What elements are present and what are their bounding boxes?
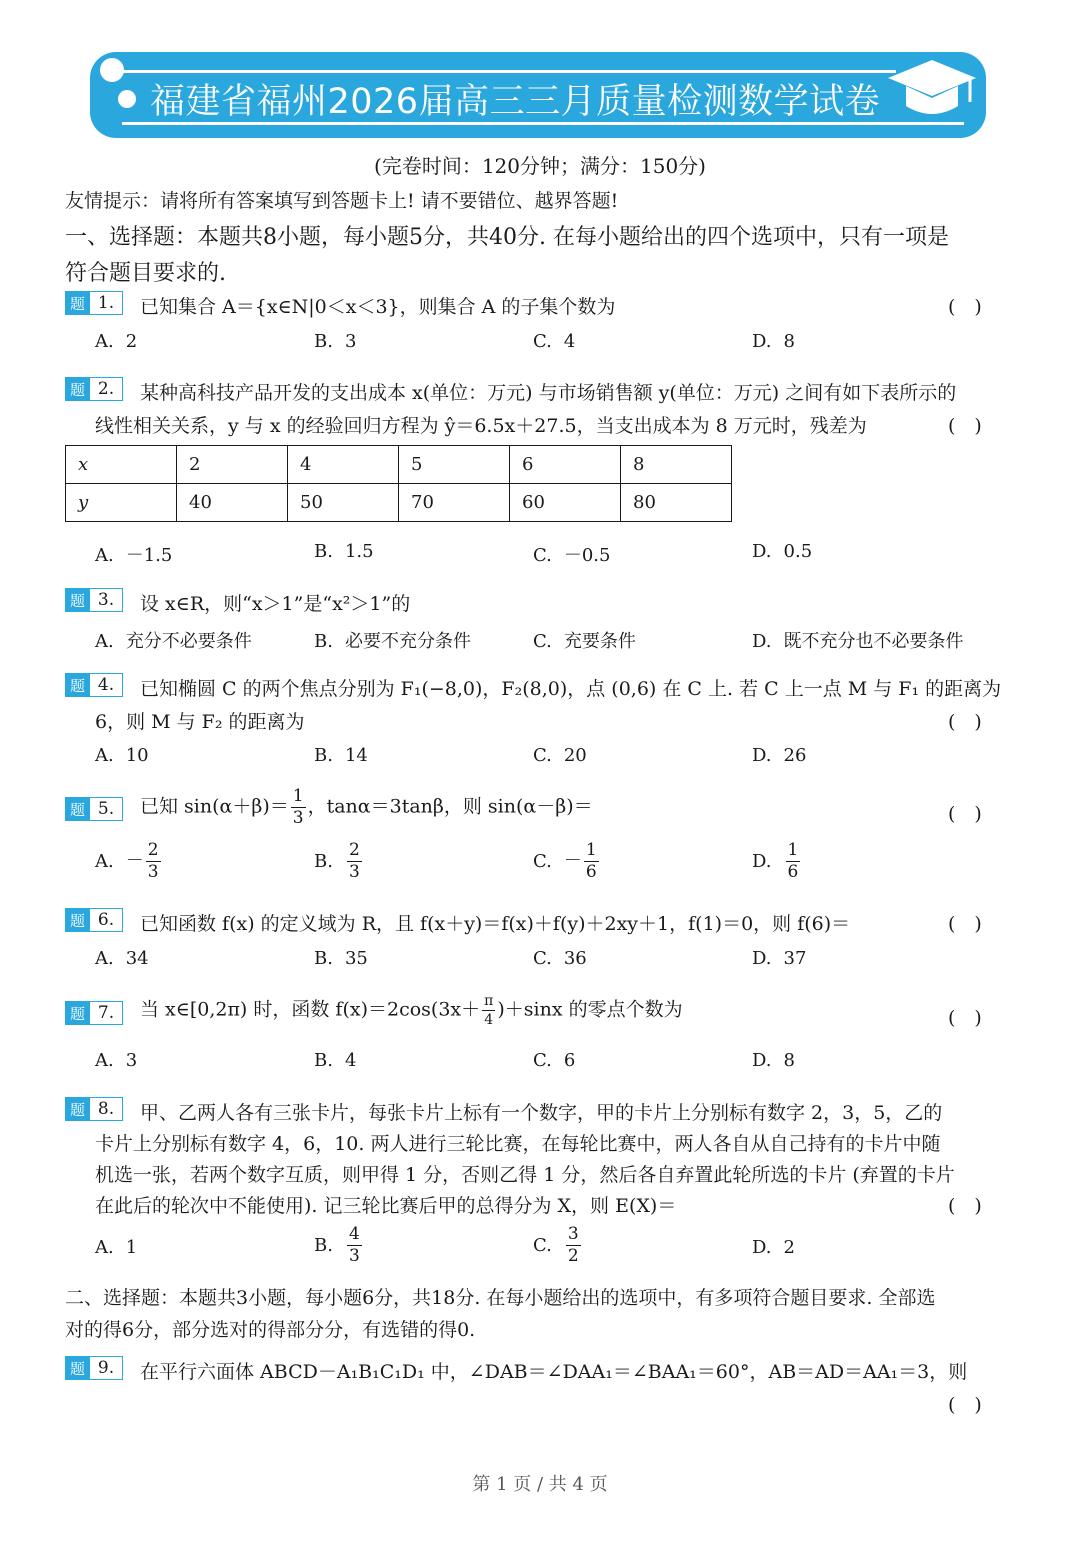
table-cell: 40 xyxy=(177,484,288,522)
table-cell: 2 xyxy=(177,446,288,484)
table-cell: 80 xyxy=(621,484,732,522)
question-tag xyxy=(65,291,123,315)
question-stem: 已知集合 A＝{x∈N|0＜x＜3}，则集合 A 的子集个数为 xyxy=(140,296,616,318)
option-b: B. $\frac{4}{3}$ xyxy=(314,1224,360,1266)
question-tag xyxy=(65,673,123,697)
table-cell: x xyxy=(66,446,177,484)
answer-blank: ( ) xyxy=(948,1394,982,1416)
question-number: 2. xyxy=(90,377,123,401)
table-cell: 6 xyxy=(510,446,621,484)
answer-blank: ( ) xyxy=(948,803,982,825)
question-stem-cont: 机选一张，若两个数字互质，则甲得 1 分，否则乙得 1 分，然后各自弃置此轮所选的卡片 (弃置的卡片 xyxy=(95,1164,955,1186)
question-number: 7. xyxy=(90,1001,123,1025)
option-d: D. 8 xyxy=(752,1050,795,1071)
tag-icon: 题 xyxy=(65,1356,90,1380)
option-d: D. 0.5 xyxy=(752,541,813,562)
option-b: B. $\frac{2}{3}$ xyxy=(314,840,360,882)
fraction: $\frac{1}{3}$ xyxy=(292,786,304,828)
option-b: B. 35 xyxy=(314,948,368,969)
section2-heading-cont: 对的得6分，部分选对的得部分分，有选错的得0. xyxy=(65,1319,476,1341)
option-c: C. 充要条件 xyxy=(533,631,636,652)
answer-blank: ( ) xyxy=(948,711,982,733)
question-tag xyxy=(65,1001,123,1025)
section2-heading: 二、选择题：本题共3小题，每小题6分，共18分. 在每小题给出的选项中，有多项符合题目要求. 全部选 xyxy=(65,1287,936,1309)
question-stem-cont: 在此后的轮次中不能使用). 记三轮比赛后甲的总得分为 X，则 E(X)＝ xyxy=(95,1195,677,1217)
option-b: B. 必要不充分条件 xyxy=(314,631,471,652)
page-title: 福建省福州2026届高三三月质量检测数学试卷 xyxy=(150,82,881,122)
option-c: C. －0.5 xyxy=(533,545,611,566)
question-tag xyxy=(65,1356,123,1380)
option-d: D. $\frac{1}{6}$ xyxy=(752,840,799,882)
option-d: D. 既不充分也不必要条件 xyxy=(752,631,964,652)
table-cell: 60 xyxy=(510,484,621,522)
option-a: A. －1.5 xyxy=(95,545,173,566)
question-stem: 在平行六面体 ABCD－A₁B₁C₁D₁ 中，∠DAB＝∠DAA₁＝∠BAA₁＝60°，AB＝AD＝AA₁＝3，则 xyxy=(140,1361,968,1383)
option-b: B. 14 xyxy=(314,745,368,766)
question-stem: 已知 sin(α＋β)＝ $\frac{1}{3}$ ，tanα＝3tanβ，则 sin(α－β)＝ xyxy=(140,786,593,828)
question-number: 3. xyxy=(90,588,123,612)
fraction: $\frac{3}{2}$ xyxy=(567,1224,579,1266)
option-d: D. 37 xyxy=(752,948,807,969)
question-stem: 已知椭圆 C 的两个焦点分别为 F₁(−8,0)，F₂(8,0)，点 (0,6) 在 C 上. 若 C 上一点 M 与 F₁ 的距离为 xyxy=(140,678,1002,700)
option-c: C. － $\frac{1}{6}$ xyxy=(533,840,597,882)
question-stem-cont: 线性相关关系，y 与 x 的经验回归方程为 ŷ＝6.5x＋27.5，当支出成本为 8 万元时，残差为 xyxy=(95,415,867,437)
question-tag xyxy=(65,797,123,821)
tag-icon: 题 xyxy=(65,673,90,697)
question-tag xyxy=(65,908,123,932)
fraction: $\frac{\pi}{4}$ xyxy=(484,993,494,1028)
question-stem: 设 x∈R，则“x＞1”是“x²＞1”的 xyxy=(140,593,411,615)
table-cell: 8 xyxy=(621,446,732,484)
option-d: D. 8 xyxy=(752,331,795,352)
table-row xyxy=(66,446,732,484)
table-cell: y xyxy=(66,484,177,522)
table-row xyxy=(66,484,732,522)
option-d: D. 26 xyxy=(752,745,807,766)
question-stem: 已知函数 f(x) 的定义域为 R，且 f(x＋y)＝f(x)＋f(y)＋2xy＋1，f(1)＝0，则 f(6)＝ xyxy=(140,913,851,935)
page-footer: 第 1 页 / 共 4 页 xyxy=(472,1474,608,1495)
question-number: 5. xyxy=(90,797,123,821)
question-stem-cont: 卡片上分别标有数字 4，6，10. 两人进行三轮比赛，在每轮比赛中，两人各自从自己持有的卡片中随 xyxy=(95,1133,941,1155)
option-a: A. 3 xyxy=(95,1050,138,1071)
option-b: B. 3 xyxy=(314,331,357,352)
question-stem: 某种高科技产品开发的支出成本 x(单位：万元) 与市场销售额 y(单位：万元) 之间有如下表所示的 xyxy=(140,382,957,404)
option-c: C. $\frac{3}{2}$ xyxy=(533,1224,579,1266)
table-cell: 4 xyxy=(288,446,399,484)
banner-rule-top xyxy=(120,70,896,73)
option-a: A. 1 xyxy=(95,1237,138,1258)
fraction: $\frac{1}{6}$ xyxy=(787,840,799,882)
question-number: 1. xyxy=(90,291,123,315)
answer-blank: ( ) xyxy=(948,296,982,318)
answer-blank: ( ) xyxy=(948,1007,982,1029)
tag-icon: 题 xyxy=(65,1001,90,1025)
banner-bullet-icon xyxy=(118,90,136,108)
question-stem: 当 x∈[0,2π) 时，函数 f(x)＝2cos(3x＋ $\frac{\pi}{4}$ )＋sinx 的零点个数为 xyxy=(140,993,683,1028)
tag-icon: 题 xyxy=(65,377,90,401)
question-number: 4. xyxy=(90,673,123,697)
option-c: C. 4 xyxy=(533,331,576,352)
option-a: A. 34 xyxy=(95,948,149,969)
section1-heading: 一、选择题：本题共8小题，每小题5分，共40分. 在每小题给出的四个选项中，只有一项是 xyxy=(65,225,949,250)
table-cell: 5 xyxy=(399,446,510,484)
question-number: 8. xyxy=(90,1097,123,1121)
tag-icon: 题 xyxy=(65,908,90,932)
exam-info: (完卷时间：120分钟；满分：150分) xyxy=(374,154,706,178)
tag-icon: 题 xyxy=(65,797,90,821)
option-a: A. 充分不必要条件 xyxy=(95,631,252,652)
title-banner xyxy=(90,52,986,138)
tag-icon: 题 xyxy=(65,588,90,612)
question-tag xyxy=(65,377,123,401)
question-number: 9. xyxy=(90,1356,123,1380)
data-table xyxy=(65,445,732,522)
question-number: 6. xyxy=(90,908,123,932)
answer-blank: ( ) xyxy=(948,415,982,437)
tag-icon: 题 xyxy=(65,1097,90,1121)
option-c: C. 6 xyxy=(533,1050,576,1071)
answer-blank: ( ) xyxy=(948,1195,982,1217)
question-stem-cont: 6，则 M 与 F₂ 的距离为 xyxy=(95,711,305,733)
fraction: $\frac{1}{6}$ xyxy=(585,840,597,882)
option-a: A. － $\frac{2}{3}$ xyxy=(95,840,159,882)
option-a: A. 2 xyxy=(95,331,138,352)
table-cell: 50 xyxy=(288,484,399,522)
tag-icon: 题 xyxy=(65,291,90,315)
table-cell: 70 xyxy=(399,484,510,522)
graduation-cap-icon xyxy=(886,56,978,126)
fraction: $\frac{2}{3}$ xyxy=(147,840,159,882)
section1-heading-cont: 符合题目要求的. xyxy=(65,261,226,286)
tip-text: 友情提示：请将所有答案填写到答题卡上! 请不要错位、越界答题! xyxy=(65,190,619,212)
question-tag xyxy=(65,1097,123,1121)
option-b: B. 1.5 xyxy=(314,541,374,562)
fraction: $\frac{2}{3}$ xyxy=(348,840,360,882)
fraction: $\frac{4}{3}$ xyxy=(348,1224,360,1266)
option-d: D. 2 xyxy=(752,1237,795,1258)
question-stem: 甲、乙两人各有三张卡片，每张卡片上标有一个数字，甲的卡片上分别标有数字 2，3，5，乙的 xyxy=(140,1102,943,1124)
option-b: B. 4 xyxy=(314,1050,357,1071)
answer-blank: ( ) xyxy=(948,913,982,935)
question-tag xyxy=(65,588,123,612)
option-c: C. 36 xyxy=(533,948,587,969)
option-a: A. 10 xyxy=(95,745,149,766)
option-c: C. 20 xyxy=(533,745,587,766)
